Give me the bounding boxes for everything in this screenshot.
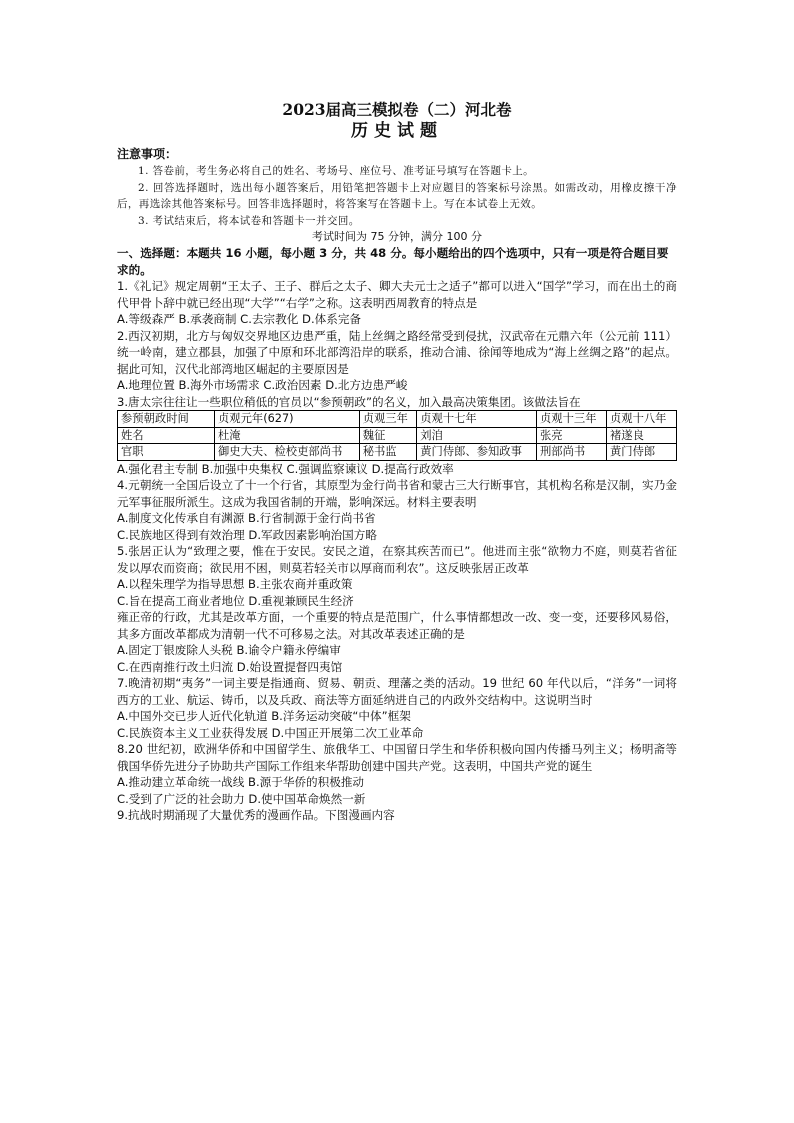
question-8-options-cd: C.受到了广泛的社会助力 D.使中国革命焕然一新 [117, 791, 366, 806]
table-cell: 贞观十七年 [417, 411, 537, 428]
table-cell: 刘洎 [417, 427, 537, 444]
section-heading: 一、选择题：本题共 16 小题，每小题 3 分，共 48 分。每小题给出的四个选项中，只有一项是符合题目要求的。 [117, 246, 669, 277]
table-cell: 张亮 [537, 427, 607, 444]
notice-item-1: 1. 答卷前，考生务必将自己的姓名、考场号、座位号、准考证号填写在答题卡上。 [138, 165, 535, 177]
question-7: 7.晚清初期“夷务”一词主要是指通商、贸易、朝贡、理藩之类的活动。19 世纪 60 年代以后，“洋务”一词将西方的工业、航运、铸币，以及兵政、商法等方面延纳进自己的内政外交结构中。这说明当时 [117, 676, 677, 707]
exam-page [117, 100, 677, 824]
table-cell: 参预朝政时间 [118, 411, 215, 428]
question-7-options-ab: A.中国外交已步人近代化轨道 B.洋务运动突破“中体”框架 [117, 709, 411, 723]
table-cell: 贞观十八年 [606, 411, 676, 428]
question-2-options: A.地理位置 B.海外市场需求 C.政治因素 D.北方边患严峻 [117, 378, 408, 392]
table-cell: 贞观三年 [359, 411, 417, 428]
question-5-options-ab: A.以程朱理学为指导思想 B.主张农商并重政策 [117, 577, 353, 591]
question-7-options-cd: C.民族资本主义工业获得发展 D.中国正开展第二次工业革命 [117, 725, 424, 740]
notice-heading: 注意事项： [117, 147, 178, 161]
exam-title: 2023届高三模拟卷（二）河北卷 [282, 100, 512, 119]
question-9: 9.抗战时期涌现了大量优秀的漫画作品。下图漫画内容 [117, 808, 395, 822]
question-3-table [117, 410, 677, 461]
question-3-options: A.强化君主专制 B.加强中央集权 C.强调监察谏议 D.提高行政效率 [117, 461, 454, 476]
table-cell: 魏征 [359, 427, 417, 444]
question-5: 5.张居正认为“致理之要，惟在于安民。安民之道，在察其疾苦而已”。他进而主张“欲物力不庭，则莫若省征发以厚农而资商；欲民用不困，则莫若轻关市以厚商而利农”。这反映张居正改革 [117, 544, 677, 575]
table-cell: 褚遂良 [606, 427, 676, 444]
question-1: 1.《礼记》规定周朝“王太子、王子、群后之太子、卿大夫元士之适子”都可以进入“国学”学习，而在出土的商代甲骨卜辞中就已经出现“大学”“右学”之称。这表明西周教育的特点是 [117, 279, 677, 310]
question-5-options-cd: C.旨在提高工商业者地位 D.重视兼顾民生经济 [117, 593, 354, 608]
table-cell: 贞观元年(627) [215, 411, 360, 428]
table-cell: 官职 [118, 444, 215, 461]
table-row [118, 427, 677, 444]
notice-item-3: 3. 考试结束后，将本试卷和答题卡一并交回。 [138, 214, 360, 227]
question-6-options-cd: C.在西南推行改土归流 D.始设置提督四夷馆 [117, 659, 343, 674]
table-cell: 杜淹 [215, 427, 360, 444]
question-4-options-cd: C.民族地区得到有效治理 D.军政因素影响治国方略 [117, 527, 377, 542]
question-6: 雍正帝的行政，尤其是改革方面，一个重要的特点是范围广，什么事情都想改一改、变一变，还要移风易俗，其多方面改革都成为清朝一代不可移易之法。对其改革表述正确的是 [117, 610, 677, 641]
table-cell: 黄门侍郎、参知政事 [417, 444, 537, 461]
table-cell: 姓名 [118, 427, 215, 444]
table-cell: 御史大夫、检校吏部尚书 [215, 444, 360, 461]
question-4: 4.元朝统一全国后设立了十一个行省，其原型为金行尚书省和蒙古三大行断事官，其机构名称是汉制，实乃金元军事征服所派生。这成为我国省制的开端，影响深远。材料主要表明 [117, 478, 677, 509]
table-cell: 秘书监 [359, 444, 417, 461]
notice-item-2: 2. 回答选择题时，选出每小题答案后，用铅笔把答题卡上对应题目的答案标号涂黑。如需改动，用橡皮擦干净后，再选涂其他答案标号。回答非选择题时，将答案写在答题卡上。写在本试卷上无效。 [117, 181, 677, 210]
table-cell: 刑部尚书 [537, 444, 607, 461]
table-cell: 黄门侍郎 [606, 444, 676, 461]
exam-subtitle: 历史试题 [351, 121, 443, 141]
question-1-options: A.等级森严 B.承袭商制 C.去宗教化 D.体系完备 [117, 312, 362, 326]
question-8-options-ab: A.推动建立革命统一战线 B.源于华侨的积极推动 [117, 775, 365, 789]
question-8: 8.20 世纪初，欧洲华侨和中国留学生、旅俄华工、中国留日学生和华侨积极向国内传播马列主义；杨明斋等俄国华侨先进分子协助共产国际工作组来华帮助创建中国共产党。这表明，中国共产党的诞生 [117, 742, 677, 773]
table-row [118, 444, 677, 461]
table-cell: 贞观十三年 [537, 411, 607, 428]
question-4-options-ab: A.制度文化传承自有渊源 B.行省制源于金行尚书省 [117, 511, 376, 525]
question-3: 3.唐太宗往往让一些职位稍低的官员以“参预朝政”的名义，加入最高决策集团。该做法旨在 [117, 394, 581, 409]
exam-time: 考试时间为 75 分钟，满分 100 分 [312, 230, 482, 243]
question-2: 2.西汉初期，北方与匈奴交界地区边患严重，陆上丝绸之路经常受到侵扰，汉武帝在元鼎六年（公元前 111）统一岭南，建立郡县，加强了中原和环北部湾沿岸的联系，推动合浦、徐闻等地成为“海上丝绸之路”的起点。据此可知，汉代北部湾地区崛起的主要原因是 [117, 328, 677, 376]
question-6-options-ab: A.固定丁银废除人头税 B.谕令户籍永停编审 [117, 643, 341, 657]
table-row [118, 411, 677, 428]
